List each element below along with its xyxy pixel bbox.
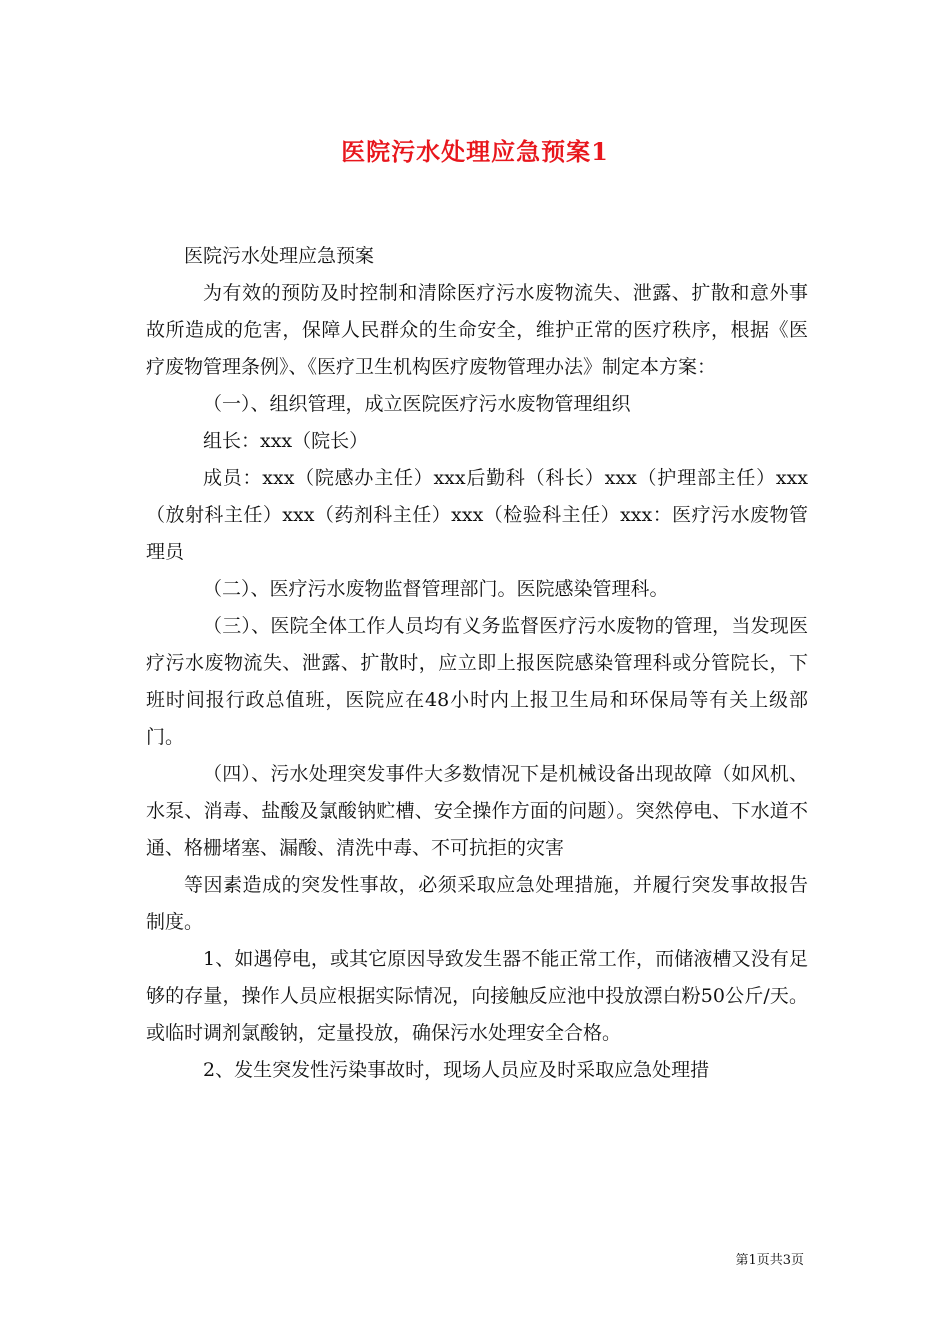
page-number: 第1页共3页 — [735, 1253, 804, 1268]
paragraph-section-4: （四）、污水处理突发事件大多数情况下是机械设备出现故障（如风机、水泵、消毒、盐酸及氯酸钠贮槽、安全操作方面的问题）。突然停电、下水道不通、格栅堵塞、漏酸、清洗中毒、不可抗拒的灾害 — [146, 763, 808, 859]
paragraph-section-1: （一）、组织管理，成立医院医疗污水废物管理组织 — [203, 393, 631, 415]
paragraph-item-2: 2、发生突发性污染事故时，现场人员应及时采取应急处理措 — [203, 1059, 710, 1081]
paragraph-section-3: （三）、医院全体工作人员均有义务监督医疗污水废物的管理，当发现医疗污水废物流失、泄露、扩散时，应立即上报医院感染管理科或分管院长，下班时间报行政总值班，医院应在48小时内上报卫生局和环保局等有关上级部门。 — [146, 615, 808, 748]
paragraph-members: 成员：xxx（院感办主任）xxx后勤科（科长）xxx（护理部主任）xxx（放射科主任）xxx（药剂科主任）xxx（检验科主任）xxx：医疗污水废物管理员 — [146, 467, 808, 563]
document-body — [146, 238, 808, 1089]
paragraph-leader: 组长：xxx（院长） — [203, 430, 369, 452]
paragraph-section-2: （二）、医疗污水废物监督管理部门。医院感染管理科。 — [203, 578, 669, 600]
paragraph-continuation: 等因素造成的突发性事故，必须采取应急处理措施，并履行突发事故报告制度。 — [146, 874, 808, 933]
paragraph-intro: 为有效的预防及时控制和清除医疗污水废物流失、泄露、扩散和意外事故所造成的危害，保障人民群众的生命安全，维护正常的医疗秩序，根据《医疗废物管理条例》、《医疗卫生机构医疗废物管理办法》制定本方案： — [146, 282, 808, 378]
paragraph-item-1: 1、如遇停电，或其它原因导致发生器不能正常工作，而储液槽又没有足够的存量，操作人员应根据实际情况，向接触反应池中投放漂白粉50公斤/天。或临时调剂氯酸钠，定量投放，确保污水处理安全合格。 — [146, 948, 808, 1044]
document-title: 医院污水处理应急预案1 — [341, 137, 609, 166]
paragraph-heading: 医院污水处理应急预案 — [184, 245, 375, 267]
